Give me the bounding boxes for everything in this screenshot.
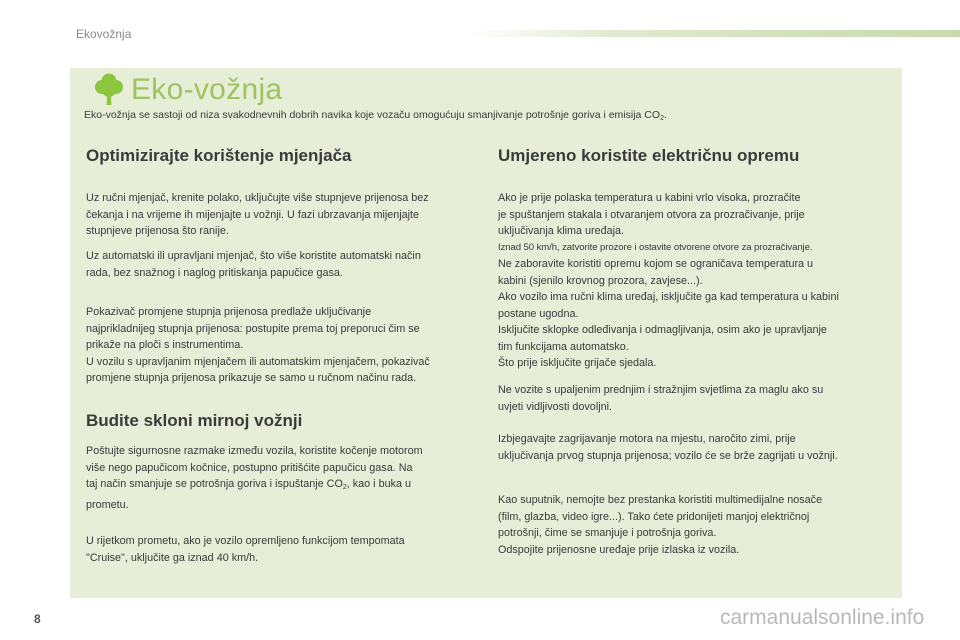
page-number: 8: [34, 612, 41, 626]
heading-gearbox: Optimizirajte korištenje mjenjača: [86, 146, 352, 165]
para-fog-lights: Ne vozite s upaljenim prednjim i stražnjim svjetlima za maglu ako su uvjeti vidljivosti dovoljni.: [498, 384, 824, 413]
heading-electrical: Umjereno koristite električnu opremu: [498, 146, 800, 165]
para-manual-gearbox: Uz ručni mjenjač, krenite polako, uključujte više stupnjeve prijenosa bez čekanja i na vrijeme ih mijenjajte u vožnji. U fazi ubrzavanja mijenjajte stupnjeve prijenosa što ranije.: [86, 192, 429, 237]
section-label: Ekovožnja: [76, 27, 132, 41]
para-gear-indicator: Pokazivač promjene stupnja prijenosa predlaže uključivanje najprikladnijeg stupnja prijenosa: postupite prema toj preporuci čim se prikaže na ploči s instrumentima. U vozilu s upravljanim mjenjačem ili automatskim mjenjačem, pokazivač promjene stupnja prijenosa prikazuje se samo u ručnom načinu rada.: [86, 306, 430, 384]
watermark: carmanualsonline.info: [720, 606, 925, 629]
header-rule: [470, 30, 960, 37]
para-engine-warmup: Izbjegavajte zagrijavanje motora na mjestu, naročito zimi, prije uključivanja prvog stupnja prijenosa; vozilo će se brže zagrijati u vožnji.: [498, 433, 838, 462]
para-multimedia: Kao suputnik, nemojte bez prestanka koristiti multimedijalne nosače (film, glazba, video igre...). Tako ćete pridonijeti manjoj električnoj potrošnji, čime se smanjuje i potrošnja goriva. Odspojite prijenosne uređaje prije izlaska iz vozila.: [498, 494, 823, 556]
page-title: Eko-vožnja: [131, 73, 283, 106]
para-automatic-gearbox: Uz automatski ili upravljani mjenjač, što više koristite automatski način rada, bez snažnog i naglog pritiskanja papučice gasa.: [86, 250, 421, 279]
para-electrical-equipment: Ako je prije polaska temperatura u kabini vrlo visoka, prozračite je spuštanjem stakala i otvaranjem otvora za prozračivanje, prije uključivanja klima uređaja. Iznad 50 km/h, zatvorite prozore i ostavite otvorene otvore za prozračivanje. Ne zaboravite koristiti opremu kojom se ograničava temperatura u kabini (sjenilo krovnog prozora, zavjese...). Ako vozilo ima ručni klima uređaj, isključite ga kad temperatura u kabini postane ugodna. Isključite sklopke odleđivanja i odmagljivanja, osim ako je upravljanje tim funkcijama automatsko. Što prije isključite grijače sjedala.: [498, 192, 839, 369]
para-cruise: U rijetkom prometu, ako je vozilo opremljeno funkcijom tempomata "Cruise", uključite ga iznad 40 km/h.: [86, 535, 405, 564]
intro-text: Eko-vožnja se sastoji od niza svakodnevnih dobrih navika koje vozaču omogućuju smanjivanje potrošnje goriva i emisija $CO_2$.: [84, 109, 667, 122]
tree-icon: [94, 72, 124, 106]
heading-smooth-driving: Budite skloni mirnoj vožnji: [86, 411, 303, 430]
para-safe-distance: Poštujte sigurnosne razmake između vozila, koristite kočenje motorom više nego papučicom kočnice, postupno pritišćite papučicu gasa. Na taj način smanjuje se potrošnja goriva i ispuštanje $CO_2$, kao i buka u prometu.: [86, 445, 423, 511]
